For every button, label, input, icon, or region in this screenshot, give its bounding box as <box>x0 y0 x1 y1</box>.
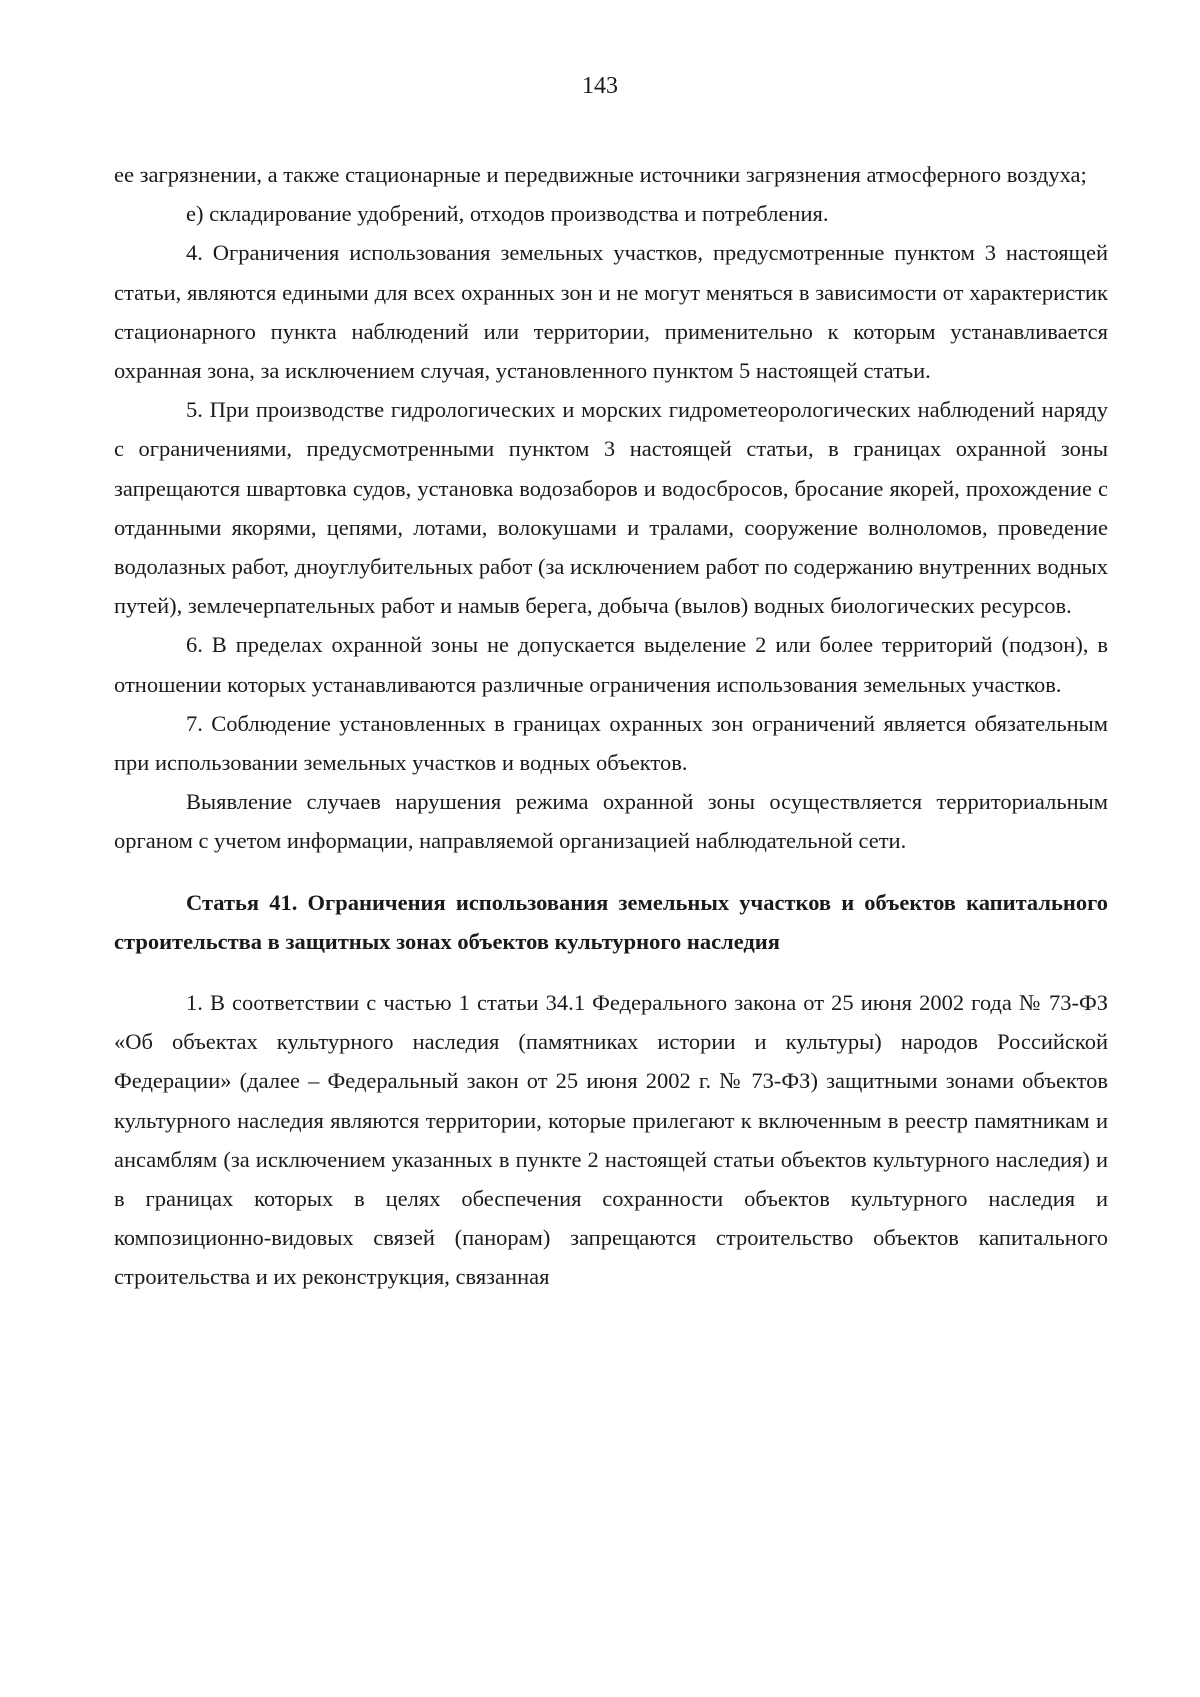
paragraph-6: 6. В пределах охранной зоны не допускается выделение 2 или более территорий (подзон), в отношении которых устанавливаются различные ограничения использования земельных участков. <box>114 632 1108 697</box>
article-41-heading: Статья 41. Ограничения использования земельных участков и объектов капитального строительства в защитных зонах объектов культурного наследия <box>114 889 1108 954</box>
paragraph-7: 7. Соблюдение установленных в границах охранных зон ограничений является обязательным при использовании земельных участков и водных объектов. <box>114 710 1108 776</box>
paragraph-5: 5. При производстве гидрологических и морских гидрометеорологических наблюдений наряду с ограничениями, предусмотренными пунктом 3 настоящей статьи, в границах охранной зоны запрещаются швартовка судов, установка водозаборов и водосбросов, бросание якорей, прохождение с отданными якорями, цепями, лотами, волокушами и тралами, сооружение волноломов, проведение водолазных работ, дноуглубительных работ (за исключением работ по содержанию внутренних водных путей), землечерпательных работ и намыв берега, добыча (вылов) водных биологических ресурсов. <box>114 397 1108 619</box>
paragraph-4: 4. Ограничения использования земельных участков, предусмотренные пунктом 3 настоящей статьи, являются едиными для всех охранных зон и не могут меняться в зависимости от характеристик стационарного пункта наблюдений или территории, применительно к которым устанавливается охранная зона, за исключением случая, установленного пунктом 5 настоящей статьи. <box>114 240 1108 384</box>
page-number: 143 <box>582 73 618 99</box>
paragraph-item-e: е) складирование удобрений, отходов производства и потребления. <box>186 201 829 227</box>
paragraph-continuation: ее загрязнении, а также стационарные и передвижные источники загрязнения атмосферного воздуха; <box>114 162 1087 187</box>
document-body <box>114 155 1108 1297</box>
paragraph-detection: Выявление случаев нарушения режима охранной зоны осуществляется территориальным органом с учетом информации, направляемой организацией наблюдательной сети. <box>114 789 1108 854</box>
article-41-paragraph-1: 1. В соответствии с частью 1 статьи 34.1 Федерального закона от 25 июня 2002 года № 73-ФЗ «Об объектах культурного наследия (памятниках истории и культуры) народов Российской Федерации» (далее – Федеральный закон от 25 июня 2002 г. № 73-ФЗ) защитными зонами объектов культурного наследия являются территории, которые прилегают к включенным в реестр памятникам и ансамблям (за исключением указанных в пункте 2 настоящей статьи объектов культурного наследия) и в границах которых в целях обеспечения сохранности объектов культурного наследия и композиционно-видовых связей (панорам) запрещаются строительство объектов капитального строительства и их реконструкция, связанная <box>114 990 1108 1290</box>
